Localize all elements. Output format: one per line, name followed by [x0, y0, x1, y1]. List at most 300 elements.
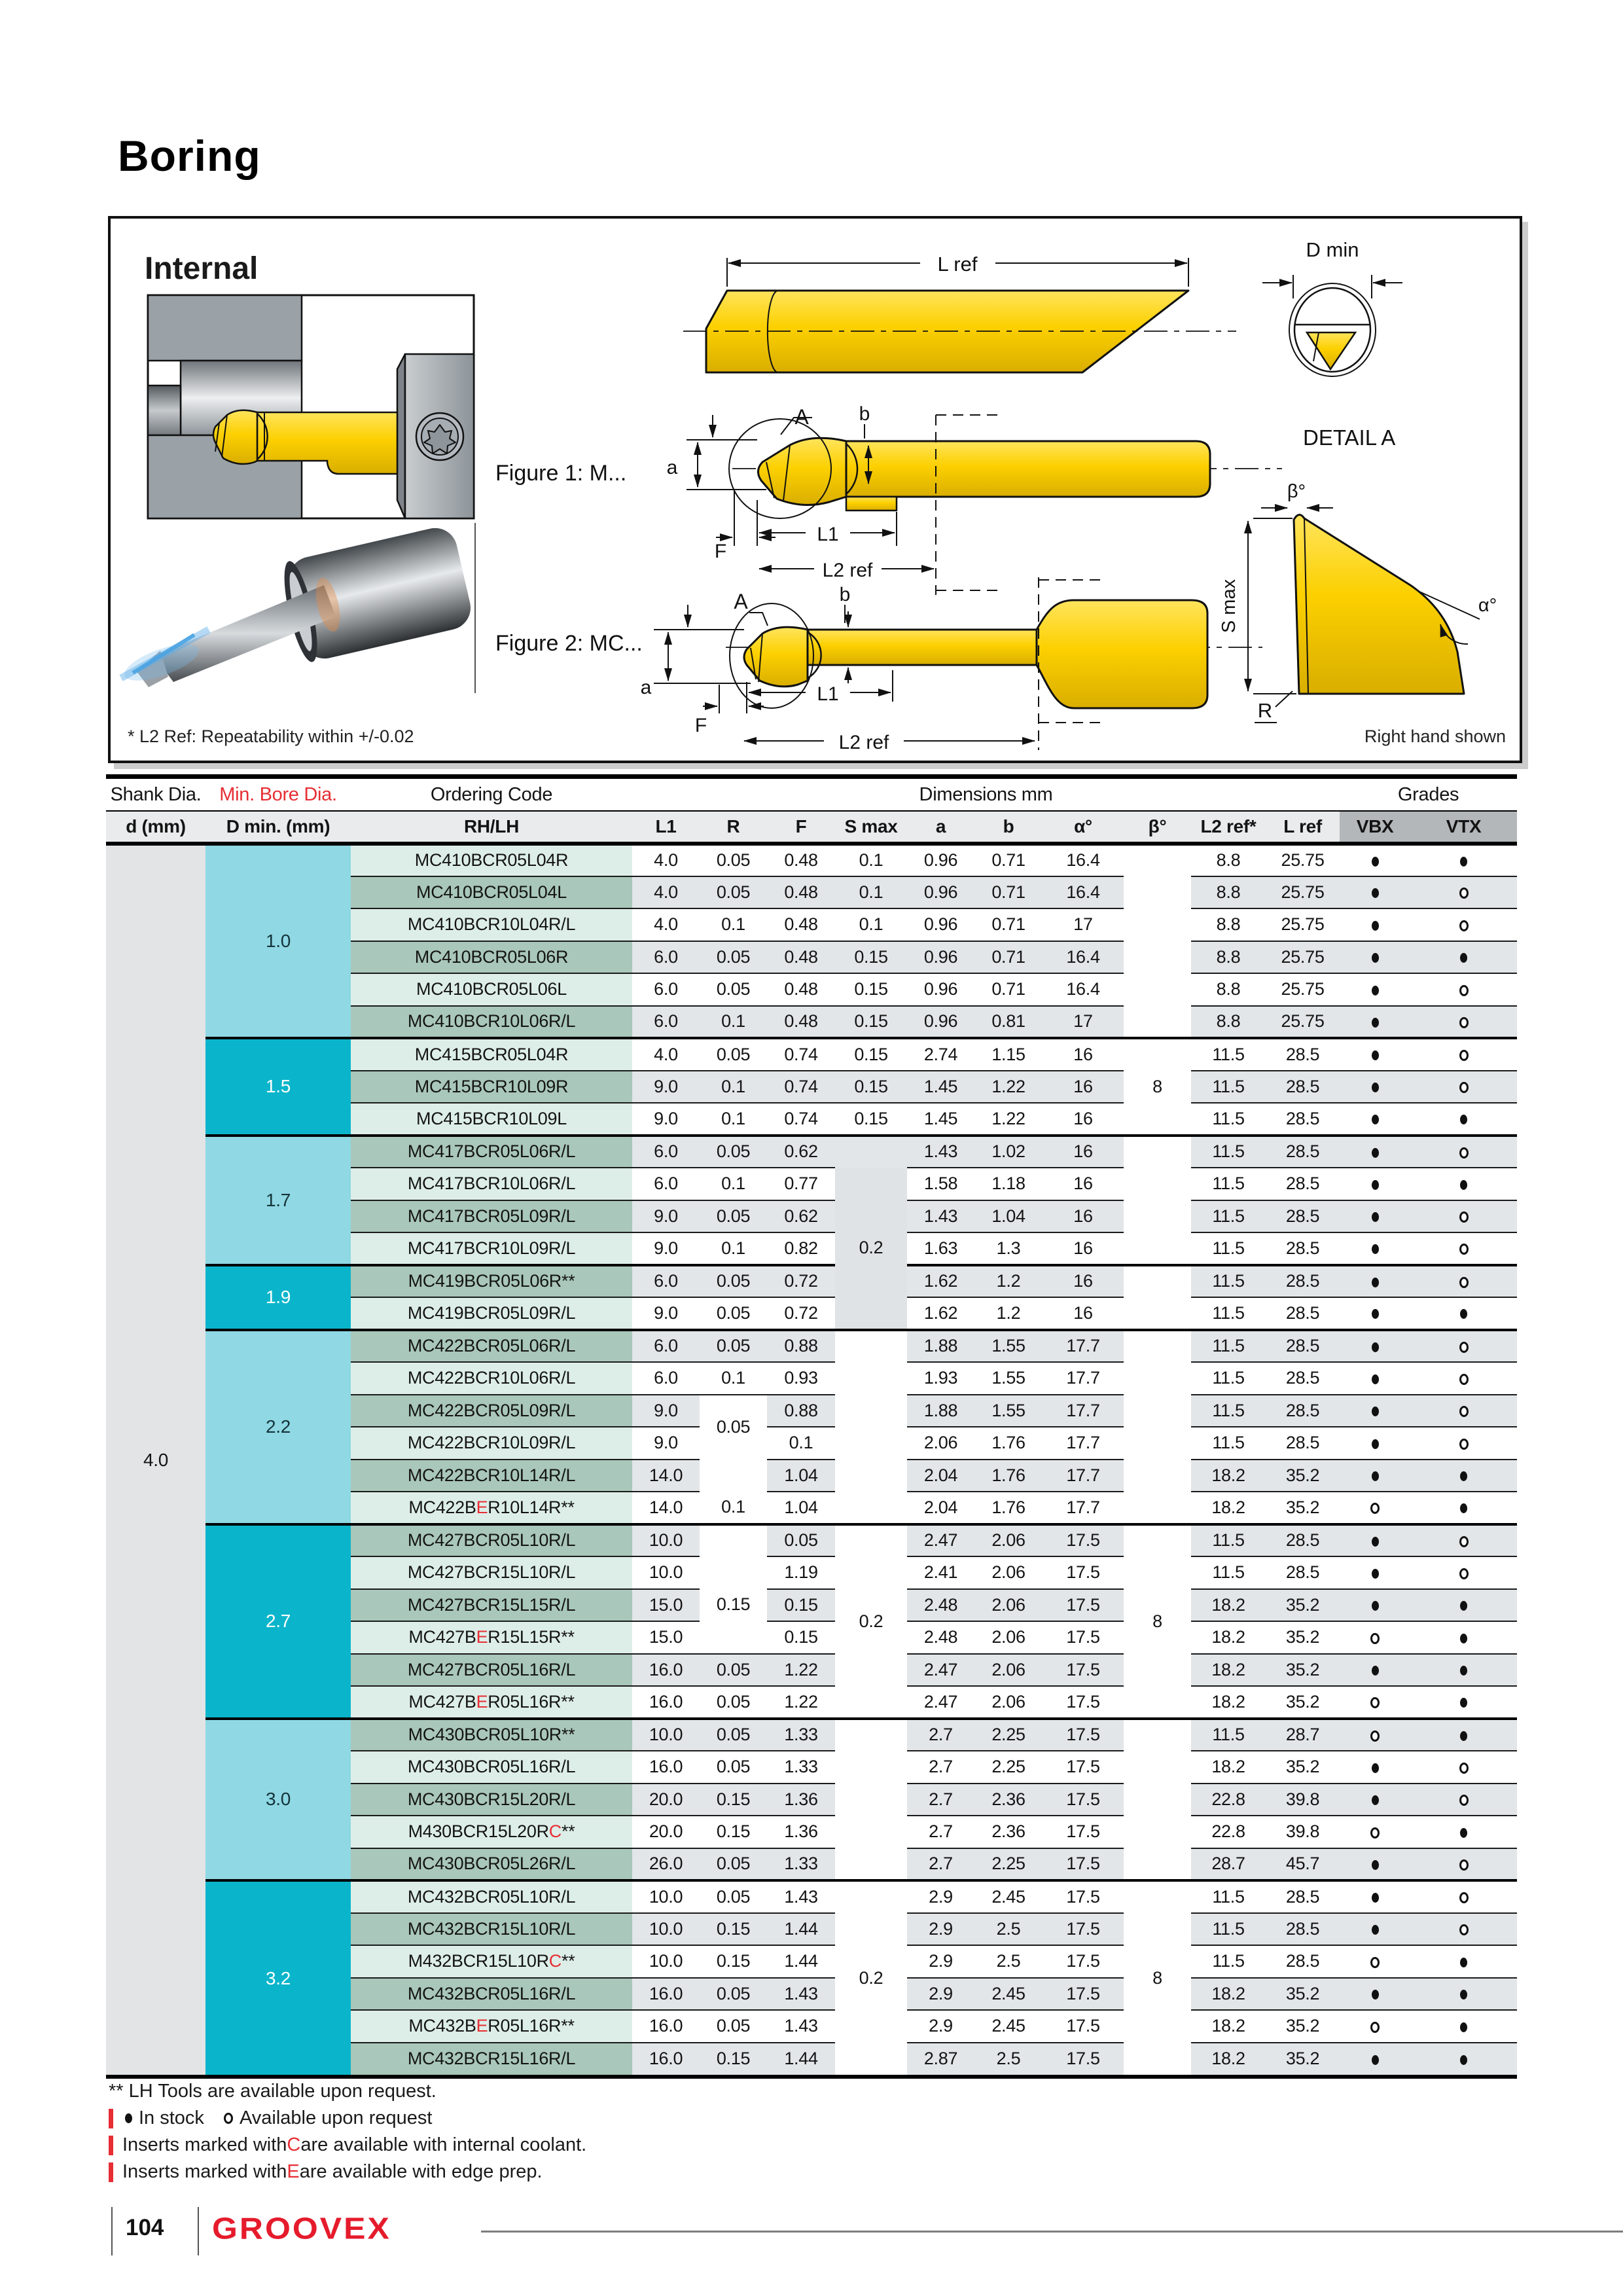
cell-ordering-code: MC410BCR05L04R	[351, 844, 632, 876]
cell-grade-vtx	[1410, 1524, 1517, 1557]
subheader-smax: S max	[835, 811, 907, 844]
cell-f: 1.04	[767, 1492, 835, 1524]
cell-r: 0.05	[700, 941, 767, 974]
dim-a-label: a	[666, 457, 678, 478]
cell-grade-vbx	[1340, 1071, 1410, 1103]
on-request-dot-icon	[1459, 1244, 1469, 1255]
cell-f: 1.43	[767, 1880, 835, 1913]
cell-r	[700, 1524, 767, 1557]
cell-beta: 8	[1124, 1038, 1191, 1136]
cell-r: 0.1	[700, 1232, 767, 1265]
footnote-text: are available with edge prep.	[299, 2161, 543, 2182]
cell-grade-vbx	[1340, 1945, 1410, 1978]
cell-grade-vtx	[1410, 1168, 1517, 1200]
cell-grade-vtx	[1410, 1686, 1517, 1719]
cell-a: 1.93	[907, 1362, 974, 1395]
cell-l2ref: 11.5	[1191, 1136, 1266, 1168]
cell-a: 2.04	[907, 1492, 974, 1524]
cell-grade-vbx	[1340, 1524, 1410, 1557]
cell-ordering-code: MC422BCR05L06R/L	[351, 1330, 632, 1363]
cell-a: 2.9	[907, 1880, 974, 1913]
cell-l1: 6.0	[632, 1006, 700, 1039]
dim-dmin-label: D min	[1306, 238, 1359, 261]
cell-ordering-code: MC430BCR05L10R**	[351, 1719, 632, 1751]
cell-ordering-code: MC422BCR10L09R/L	[351, 1427, 632, 1460]
cell-l1: 6.0	[632, 973, 700, 1006]
on-request-dot-icon	[1459, 985, 1469, 996]
table-header-row-1	[106, 777, 1517, 812]
cell-r: 0.15	[700, 1556, 767, 1654]
cell-r: 0.15	[700, 1913, 767, 1946]
cell-l2ref: 8.8	[1191, 973, 1266, 1006]
on-request-dot-icon	[1370, 1633, 1380, 1644]
cell-grade-vtx	[1410, 2010, 1517, 2043]
in-stock-dot-icon	[1372, 1666, 1379, 1676]
cell-l2ref: 8.8	[1191, 844, 1266, 876]
cell-grade-vtx	[1410, 1654, 1517, 1687]
footnote-edge-prep	[109, 2159, 586, 2185]
footnote-text: ** LH Tools are available upon request.	[109, 2081, 437, 2102]
cell-grade-vtx	[1410, 1265, 1517, 1298]
cell-l2ref: 11.5	[1191, 1330, 1266, 1363]
cell-l2ref: 11.5	[1191, 1232, 1266, 1265]
on-request-dot-icon	[1370, 1957, 1380, 1968]
cell-a: 1.58	[907, 1168, 974, 1200]
cell-grade-vtx	[1410, 1427, 1517, 1460]
cell-a: 0.96	[907, 941, 974, 974]
panel-label: Internal	[145, 251, 259, 286]
subheader-a: a	[907, 811, 974, 844]
cell-l1: 6.0	[632, 1136, 700, 1168]
cell-a: 2.04	[907, 1460, 974, 1492]
cell-b: 2.06	[974, 1524, 1043, 1557]
cell-r: 0.1	[700, 1006, 767, 1039]
cell-f: 1.19	[767, 1556, 835, 1589]
footnote-stock-legend	[109, 2105, 586, 2132]
cell-alpha: 17.7	[1043, 1395, 1124, 1427]
figure2-drawing	[641, 577, 1262, 753]
table-row	[106, 1719, 1517, 1751]
on-request-dot-icon	[1459, 1406, 1469, 1417]
cell-b: 1.55	[974, 1362, 1043, 1395]
in-stock-dot-icon	[1460, 1666, 1467, 1676]
cell-b: 2.36	[974, 1784, 1043, 1816]
cell-b: 1.55	[974, 1330, 1043, 1363]
cell-grade-vbx	[1340, 1848, 1410, 1881]
cell-b: 1.15	[974, 1038, 1043, 1071]
on-request-dot-icon	[1459, 1342, 1469, 1353]
header-ordering-code: Ordering Code	[351, 777, 632, 812]
cell-l2ref: 18.2	[1191, 2043, 1266, 2075]
cell-alpha: 16.4	[1043, 844, 1124, 876]
cell-ordering-code: MC417BCR05L09R/L	[351, 1200, 632, 1233]
cell-grade-vbx	[1340, 1006, 1410, 1039]
table-row	[106, 1265, 1517, 1298]
cell-l1: 6.0	[632, 1168, 700, 1200]
cell-l1: 9.0	[632, 1427, 700, 1460]
cell-l1: 6.0	[632, 941, 700, 974]
cell-lref: 28.5	[1266, 1913, 1340, 1946]
cell-lref: 28.5	[1266, 1945, 1340, 1978]
cell-r: 0.05	[700, 1880, 767, 1913]
cell-alpha: 17.5	[1043, 1913, 1124, 1946]
in-stock-dot-icon	[1460, 1503, 1467, 1513]
cell-a: 2.7	[907, 1848, 974, 1881]
cell-grade-vbx	[1340, 1330, 1410, 1363]
cell-l1: 6.0	[632, 1265, 700, 1298]
cell-l2ref: 11.5	[1191, 1524, 1266, 1557]
cell-grade-vbx	[1340, 1103, 1410, 1136]
subheader-b: b	[974, 811, 1043, 844]
cell-l1: 16.0	[632, 1686, 700, 1719]
cell-min-bore-dia: 2.2	[205, 1330, 351, 1524]
on-request-label: Available upon request	[239, 2108, 433, 2128]
cell-grade-vbx	[1340, 1784, 1410, 1816]
cell-lref: 25.75	[1266, 973, 1340, 1006]
cell-f: 0.74	[767, 1071, 835, 1103]
cell-lref: 28.5	[1266, 1071, 1340, 1103]
cell-grade-vtx	[1410, 1297, 1517, 1330]
cell-l2ref: 11.5	[1191, 1297, 1266, 1330]
cell-alpha: 17.5	[1043, 1816, 1124, 1848]
tool-side-view	[683, 253, 1236, 372]
footnote-text: Inserts marked with	[122, 2134, 287, 2155]
cell-alpha: 16	[1043, 1071, 1124, 1103]
subheader-vbx: VBX	[1340, 811, 1410, 844]
cell-lref: 28.5	[1266, 1395, 1340, 1427]
in-stock-dot-icon	[1372, 953, 1379, 963]
cell-alpha: 17.5	[1043, 1719, 1124, 1751]
in-stock-dot-icon	[1372, 1569, 1379, 1579]
cell-grade-vtx	[1410, 2043, 1517, 2075]
cell-r: 0.05	[700, 844, 767, 876]
cell-f: 1.43	[767, 1978, 835, 2011]
cell-a: 2.9	[907, 2010, 974, 2043]
cell-f: 0.15	[767, 1621, 835, 1654]
cell-lref: 39.8	[1266, 1816, 1340, 1848]
cell-ordering-code: MC422BER10L14R**	[351, 1492, 632, 1524]
cell-l1: 9.0	[632, 1071, 700, 1103]
in-stock-dot-icon	[1372, 1537, 1379, 1547]
cell-lref: 28.5	[1266, 1103, 1340, 1136]
cell-l1: 10.0	[632, 1880, 700, 1913]
code-red-letter: E	[476, 1691, 488, 1712]
code-red-letter: E	[476, 1497, 488, 1517]
in-stock-dot-icon	[1460, 2055, 1467, 2065]
in-stock-dot-icon	[125, 2113, 132, 2123]
cell-grade-vbx	[1340, 973, 1410, 1006]
cell-a: 0.96	[907, 973, 974, 1006]
cell-l1: 4.0	[632, 908, 700, 941]
cell-l2ref: 18.2	[1191, 1589, 1266, 1622]
table-row	[106, 1524, 1517, 1557]
cell-grade-vbx	[1340, 1880, 1410, 1913]
cell-min-bore-dia: 2.7	[205, 1524, 351, 1719]
cell-ordering-code: MC427BER15L15R**	[351, 1621, 632, 1654]
on-request-dot-icon	[1370, 2022, 1380, 2033]
dim-l1-label: L1	[817, 683, 839, 705]
cell-f: 0.74	[767, 1038, 835, 1071]
cell-alpha: 17.5	[1043, 2043, 1124, 2075]
cell-a: 2.7	[907, 1751, 974, 1784]
cell-f: 0.88	[767, 1330, 835, 1363]
cell-ordering-code: MC432BCR15L16R/L	[351, 2043, 632, 2075]
cell-f: 1.43	[767, 2010, 835, 2043]
cell-l2ref: 11.5	[1191, 1719, 1266, 1751]
header-dimensions: Dimensions mm	[632, 777, 1340, 812]
cell-grade-vtx	[1410, 1816, 1517, 1848]
cell-l2ref: 11.5	[1191, 1071, 1266, 1103]
cell-min-bore-dia: 3.0	[205, 1719, 351, 1881]
cell-l2ref: 22.8	[1191, 1784, 1266, 1816]
cell-lref: 35.2	[1266, 2043, 1340, 2075]
cell-alpha: 16	[1043, 1200, 1124, 1233]
cell-alpha: 16	[1043, 1297, 1124, 1330]
cell-l1: 15.0	[632, 1621, 700, 1654]
cell-smax	[835, 1330, 907, 1524]
cell-r: 0.05	[700, 1654, 767, 1687]
in-stock-dot-icon	[1372, 1407, 1379, 1416]
cell-r: 0.05	[700, 1848, 767, 1881]
in-stock-dot-icon	[1460, 1309, 1467, 1319]
cell-grade-vbx	[1340, 1038, 1410, 1071]
cell-f: 0.62	[767, 1200, 835, 1233]
cell-lref: 28.5	[1266, 1330, 1340, 1363]
figure-footnote-left: * L2 Ref: Repeatability within +/-0.02	[128, 726, 414, 746]
cell-smax: 0.2	[835, 1880, 907, 2075]
cell-l2ref: 28.7	[1191, 1848, 1266, 1881]
figure-drawing	[111, 219, 1520, 761]
cell-grade-vbx	[1340, 1816, 1410, 1848]
cell-lref: 28.5	[1266, 1168, 1340, 1200]
cell-b: 0.71	[974, 941, 1043, 974]
cell-l1: 9.0	[632, 1297, 700, 1330]
cell-smax	[835, 1136, 907, 1168]
cell-l1: 10.0	[632, 1524, 700, 1557]
in-stock-dot-icon	[1372, 1990, 1379, 2000]
cell-grade-vbx	[1340, 1297, 1410, 1330]
cell-grade-vbx	[1340, 941, 1410, 974]
cell-ordering-code: MC422BCR10L14R/L	[351, 1460, 632, 1492]
cell-l2ref: 11.5	[1191, 1945, 1266, 1978]
cell-smax: 0.1	[835, 908, 907, 941]
footnotes	[109, 2078, 586, 2185]
cell-smax: 0.1	[835, 876, 907, 909]
in-stock-dot-icon	[1372, 921, 1379, 931]
cell-r	[700, 1460, 767, 1492]
cell-smax: 0.15	[835, 973, 907, 1006]
cell-a: 1.88	[907, 1395, 974, 1427]
cell-grade-vtx	[1410, 844, 1517, 876]
cell-lref: 35.2	[1266, 1654, 1340, 1687]
dmin-front-view	[1262, 238, 1402, 376]
header-grades: Grades	[1340, 777, 1517, 812]
cell-lref: 25.75	[1266, 844, 1340, 876]
cell-b: 0.81	[974, 1006, 1043, 1039]
cell-smax: 0.2	[835, 1168, 907, 1330]
cell-b: 1.76	[974, 1492, 1043, 1524]
cell-l2ref: 18.2	[1191, 1751, 1266, 1784]
cell-alpha: 16	[1043, 1038, 1124, 1071]
in-stock-dot-icon	[1372, 1601, 1379, 1611]
dim-l1-label: L1	[817, 524, 839, 545]
cell-r: 0.1	[700, 908, 767, 941]
cell-l2ref: 11.5	[1191, 1362, 1266, 1395]
cell-grade-vtx	[1410, 973, 1517, 1006]
cell-lref: 35.2	[1266, 1978, 1340, 2011]
cell-r: 0.05	[700, 2010, 767, 2043]
cell-f: 0.77	[767, 1168, 835, 1200]
cell-grade-vtx	[1410, 1006, 1517, 1039]
cell-lref: 28.5	[1266, 1136, 1340, 1168]
cell-grade-vtx	[1410, 1460, 1517, 1492]
cell-ordering-code: M432BCR15L10RC**	[351, 1945, 632, 1978]
cell-l2ref: 22.8	[1191, 1816, 1266, 1848]
in-stock-dot-icon	[1372, 1050, 1379, 1060]
cell-grade-vtx	[1410, 1232, 1517, 1265]
in-stock-dot-icon	[1460, 1180, 1467, 1190]
cell-alpha: 17.5	[1043, 1556, 1124, 1589]
on-request-dot-icon	[1370, 1697, 1380, 1708]
cell-a: 2.48	[907, 1589, 974, 1622]
cell-alpha: 17.5	[1043, 1686, 1124, 1719]
cell-alpha: 17.5	[1043, 1524, 1124, 1557]
cell-lref: 28.7	[1266, 1719, 1340, 1751]
cell-lref: 25.75	[1266, 941, 1340, 974]
cell-l2ref: 8.8	[1191, 941, 1266, 974]
footnote-text: are available with internal coolant.	[300, 2134, 587, 2155]
subheader-vtx: VTX	[1410, 811, 1517, 844]
in-stock-dot-icon	[1460, 1115, 1467, 1124]
cell-r: 0.1	[700, 1168, 767, 1200]
cell-smax: 0.1	[835, 844, 907, 876]
cell-ordering-code: MC427BCR15L10R/L	[351, 1556, 632, 1589]
cell-b: 2.06	[974, 1556, 1043, 1589]
header-shank-dia: Shank Dia.	[106, 777, 205, 812]
in-stock-dot-icon	[1372, 1374, 1379, 1384]
cell-grade-vbx	[1340, 1460, 1410, 1492]
cell-b: 2.06	[974, 1654, 1043, 1687]
cell-l1: 9.0	[632, 1103, 700, 1136]
cell-ordering-code: MC410BCR10L04R/L	[351, 908, 632, 941]
cell-l1: 26.0	[632, 1848, 700, 1881]
cell-l2ref: 18.2	[1191, 1460, 1266, 1492]
dim-l2ref-label: L2 ref	[838, 732, 889, 753]
in-stock-dot-icon	[1460, 1990, 1467, 2000]
cell-b: 0.71	[974, 908, 1043, 941]
cell-b: 2.45	[974, 2010, 1043, 2043]
cell-a: 1.45	[907, 1103, 974, 1136]
cell-r: 0.05	[700, 1038, 767, 1071]
cell-grade-vtx	[1410, 1556, 1517, 1589]
red-bar-icon	[109, 2109, 113, 2128]
in-stock-dot-icon	[1372, 1893, 1379, 1903]
cell-ordering-code: MC410BCR10L06R/L	[351, 1006, 632, 1039]
cell-shank-dia: 4.0	[106, 844, 205, 2075]
in-stock-label: In stock	[139, 2108, 204, 2128]
cell-grade-vtx	[1410, 1492, 1517, 1524]
on-request-dot-icon	[1459, 1211, 1469, 1223]
cell-f: 0.48	[767, 941, 835, 974]
cell-grade-vtx	[1410, 1200, 1517, 1233]
cell-grade-vtx	[1410, 1362, 1517, 1395]
subheader-l1: L1	[632, 811, 700, 844]
cell-b: 1.04	[974, 1200, 1043, 1233]
cell-l2ref: 18.2	[1191, 1978, 1266, 2011]
cell-grade-vbx	[1340, 1751, 1410, 1784]
cell-lref: 35.2	[1266, 1751, 1340, 1784]
table-row	[106, 1880, 1517, 1913]
cell-lref: 28.5	[1266, 1427, 1340, 1460]
on-request-dot-icon	[1459, 920, 1469, 931]
cell-l2ref: 18.2	[1191, 1492, 1266, 1524]
in-stock-dot-icon	[1372, 1309, 1379, 1319]
cell-grade-vbx	[1340, 1719, 1410, 1751]
cell-grade-vbx	[1340, 1913, 1410, 1946]
figure-footnote-right: Right hand shown	[1364, 726, 1506, 746]
in-stock-dot-icon	[1372, 1212, 1379, 1222]
cell-b: 0.71	[974, 876, 1043, 909]
cell-ordering-code: MC417BCR10L09R/L	[351, 1232, 632, 1265]
cell-r: 0.05	[700, 1297, 767, 1330]
cell-f: 0.48	[767, 876, 835, 909]
subheader-r: R	[700, 811, 767, 844]
cell-grade-vbx	[1340, 844, 1410, 876]
cell-f: 1.36	[767, 1816, 835, 1848]
cell-min-bore-dia: 3.2	[205, 1880, 351, 2075]
cell-alpha: 17.7	[1043, 1492, 1124, 1524]
cell-l2ref: 11.5	[1191, 1200, 1266, 1233]
cell-b: 1.76	[974, 1427, 1043, 1460]
in-stock-dot-icon	[1460, 1698, 1467, 1708]
cell-l2ref: 11.5	[1191, 1168, 1266, 1200]
cell-r: 0.05	[700, 876, 767, 909]
cell-f: 0.72	[767, 1265, 835, 1298]
cell-b: 2.36	[974, 1816, 1043, 1848]
on-request-dot-icon	[1459, 1277, 1469, 1288]
cell-alpha: 17.7	[1043, 1460, 1124, 1492]
table-row	[106, 1038, 1517, 1071]
cell-lref: 28.5	[1266, 1556, 1340, 1589]
cell-alpha: 16	[1043, 1168, 1124, 1200]
cell-smax: 0.15	[835, 1103, 907, 1136]
cell-alpha: 17.5	[1043, 1654, 1124, 1687]
cell-lref: 25.75	[1266, 876, 1340, 909]
cell-grade-vbx	[1340, 2010, 1410, 2043]
cell-a: 2.87	[907, 2043, 974, 2075]
cell-grade-vtx	[1410, 1880, 1517, 1913]
cell-ordering-code: MC432BCR15L10R/L	[351, 1913, 632, 1946]
cell-f: 0.93	[767, 1362, 835, 1395]
cell-alpha: 17.5	[1043, 1848, 1124, 1881]
on-request-dot-icon	[224, 2113, 233, 2124]
cell-l1: 16.0	[632, 2043, 700, 2075]
cell-f: 0.72	[767, 1297, 835, 1330]
cell-r: 0.05	[700, 1200, 767, 1233]
cell-beta	[1124, 1330, 1191, 1524]
cell-grade-vbx	[1340, 1492, 1410, 1524]
cell-f: 0.74	[767, 1103, 835, 1136]
cell-f: 1.22	[767, 1686, 835, 1719]
cell-a: 2.48	[907, 1621, 974, 1654]
cell-grade-vtx	[1410, 1038, 1517, 1071]
in-stock-dot-icon	[1372, 1278, 1379, 1287]
on-request-dot-icon	[1459, 1374, 1469, 1385]
spec-table-wrap	[106, 774, 1517, 2079]
cell-beta	[1124, 1136, 1191, 1265]
cell-f: 1.36	[767, 1784, 835, 1816]
cell-grade-vbx	[1340, 1168, 1410, 1200]
